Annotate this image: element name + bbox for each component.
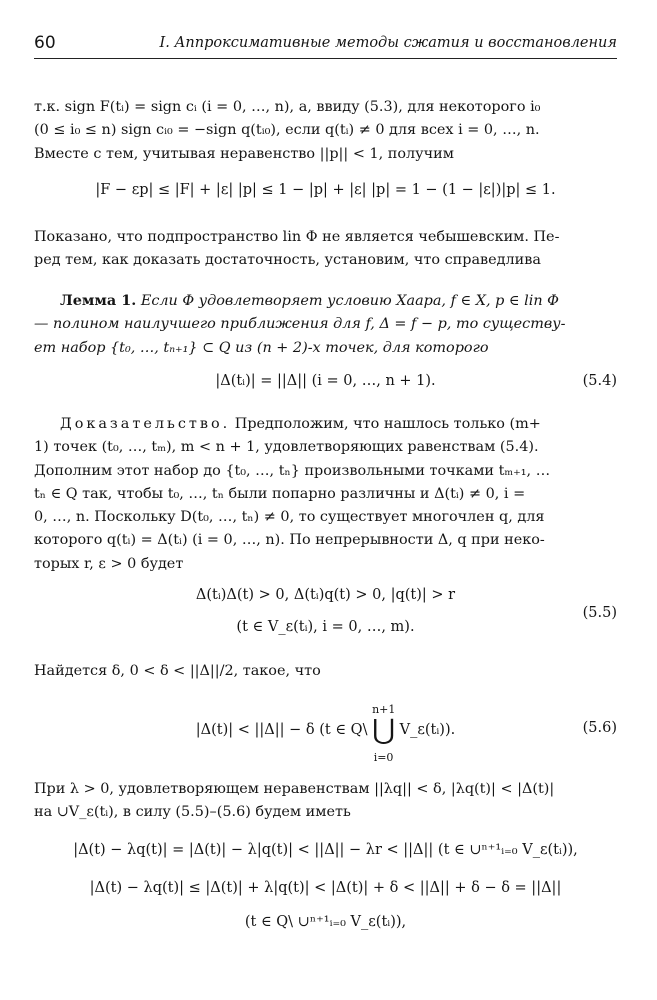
text-line: (0 ≤ i₀ ≤ n) sign cᵢ₀ = −sign q(tᵢ₀), если q(tᵢ) ≠ 0 для всех i = 0, …, n. bbox=[34, 122, 540, 139]
equation-5-6 bbox=[34, 703, 617, 764]
proof-first-line bbox=[34, 413, 617, 436]
equation-final bbox=[34, 842, 617, 942]
equation-number: (5.5) bbox=[582, 605, 617, 621]
lemma-1 bbox=[34, 289, 617, 360]
equation-number: (5.4) bbox=[582, 373, 617, 389]
text-line: на ∪V_ε(tᵢ), в силу (5.5)–(5.6) будем иметь bbox=[34, 804, 351, 821]
text-line: Предположим, что нашлось только (m+ bbox=[234, 416, 541, 432]
equation-line: (t ∈ V_ε(tᵢ), i = 0, …, m). bbox=[236, 619, 415, 635]
page-header bbox=[34, 33, 617, 57]
text-line: Показано, что подпространство lin Φ не является чебышевским. Пе- bbox=[34, 229, 560, 245]
text-line: Дополним этот набор до {t₀, …, tₙ} произвольными точками tₘ₊₁, … bbox=[34, 462, 551, 479]
text-line: tₙ ∈ Q так, чтобы t₀, …, tₙ были попарно различны и Δ(tᵢ) ≠ 0, i = bbox=[34, 485, 526, 502]
text-line: При λ > 0, удовлетворяющем неравенствам ||λq|| < δ, |λq(t)| < |Δ(t)| bbox=[34, 781, 555, 797]
equation-expression: |Δ(tᵢ)| = ||Δ|| (i = 0, …, n + 1). bbox=[215, 373, 436, 389]
lambda-paragraph bbox=[34, 778, 617, 825]
equation-5-5 bbox=[34, 587, 617, 647]
union-symbol: ⋃ bbox=[372, 713, 396, 746]
text-line: 0, …, n. Поскольку D(t₀, …, tₙ) ≠ 0, то существует многочлен q, для bbox=[34, 509, 545, 526]
text-line: ред тем, как доказать достаточность, установим, что справедлива bbox=[34, 252, 541, 269]
paragraph-chebyshev bbox=[34, 226, 617, 273]
intro-paragraph bbox=[34, 96, 617, 166]
lemma-text: ет набор {t₀, …, tₙ₊₁} ⊂ Q из (n + 2)-х точек, для которого bbox=[34, 339, 489, 356]
proof-heading: Доказательство. bbox=[60, 416, 231, 432]
text-line: Найдется δ, 0 < δ < ||Δ||/2, такое, что bbox=[34, 663, 321, 679]
text-line: которого q(tᵢ) = Δ(tᵢ) (i = 0, …, n). По непрерывности Δ, q при неко- bbox=[34, 532, 545, 549]
text-line: торых r, ε > 0 будет bbox=[34, 555, 184, 572]
text-line: Вместе с тем, учитывая неравенство ||p|| < 1, получим bbox=[34, 145, 454, 162]
lemma-text: — полином наилучшего приближения для f, Δ = f − p, то существу- bbox=[34, 316, 566, 333]
union-lower-limit: i=0 bbox=[373, 751, 394, 764]
equation-right: V_ε(tᵢ)). bbox=[399, 722, 456, 738]
equation-left: |Δ(t)| < ||Δ|| − δ (t ∈ Q\ bbox=[195, 722, 368, 738]
equation-number: (5.6) bbox=[582, 720, 617, 736]
text-line: 1) точек (t₀, …, tₘ), m < n + 1, удовлетворяющих равенствам (5.4). bbox=[34, 439, 539, 456]
equation-line: |Δ(t) − λq(t)| ≤ |Δ(t)| + λ|q(t)| < |Δ(t)| + δ < ||Δ|| + δ − δ = ||Δ|| bbox=[89, 880, 562, 896]
page-number: 60 bbox=[34, 33, 56, 53]
equation-line: (t ∈ Q\ ∪ⁿ⁺¹ᵢ₌₀ V_ε(tᵢ)), bbox=[244, 914, 407, 930]
equation-line: Δ(tᵢ)Δ(t) > 0, Δ(tᵢ)q(t) > 0, |q(t)| > r bbox=[195, 587, 456, 603]
lemma-first-line bbox=[34, 289, 617, 313]
running-title: I. Аппроксимативные методы сжатия и восстановления bbox=[159, 35, 617, 51]
equation-line: |Δ(t) − λq(t)| = |Δ(t)| − λ|q(t)| < ||Δ|| − λr < ||Δ|| (t ∈ ∪ⁿ⁺¹ᵢ₌₀ V_ε(tᵢ)), bbox=[73, 842, 578, 858]
union-upper-limit: n+1 bbox=[372, 703, 396, 716]
proof-paragraph bbox=[34, 413, 617, 576]
header-rule bbox=[34, 58, 617, 59]
lemma-title: Лемма 1. bbox=[60, 292, 137, 309]
text-line: т.к. sign F(tᵢ) = sign cᵢ (i = 0, …, n), а, ввиду (5.3), для некоторого i₀ bbox=[34, 99, 541, 115]
delta-line bbox=[34, 660, 617, 683]
equation-expression: |F − εp| ≤ |F| + |ε| |p| ≤ 1 − |p| + |ε| |p| = 1 − (1 − |ε|)|p| ≤ 1. bbox=[95, 182, 556, 198]
big-union-icon bbox=[372, 703, 396, 764]
lemma-text: Если Φ удовлетворяет условию Хаара, f ∈ X, p ∈ lin Φ bbox=[140, 293, 559, 309]
equation-expression bbox=[34, 703, 617, 764]
